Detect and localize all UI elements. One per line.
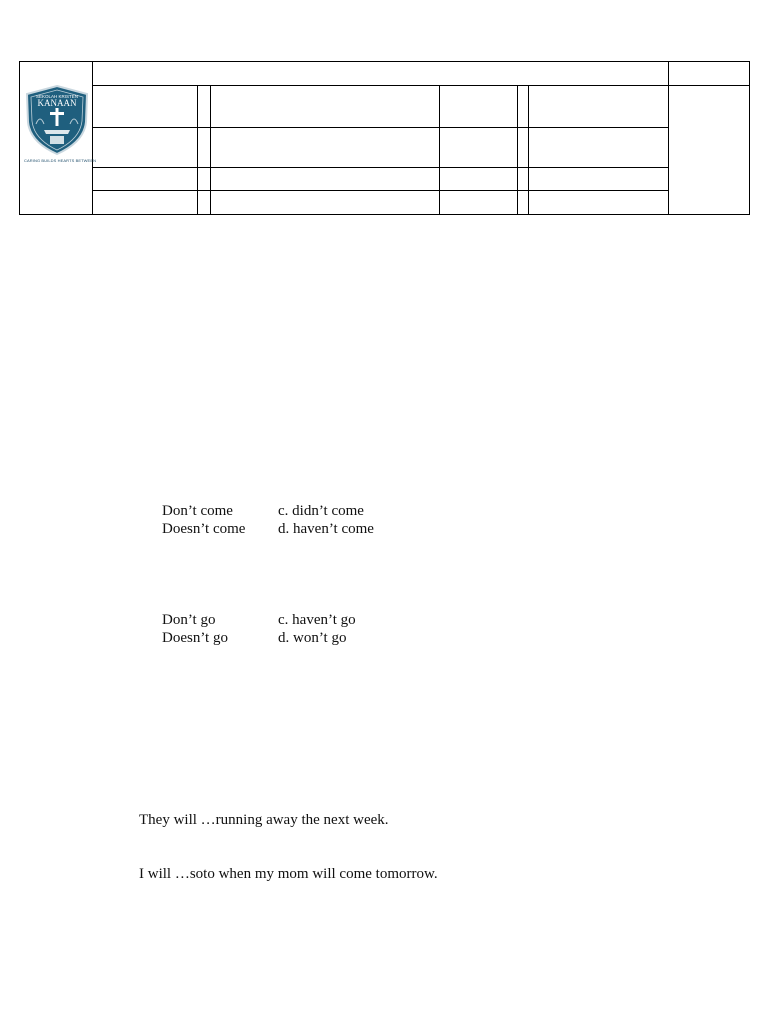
info-value-cell (529, 86, 669, 128)
info-label-cell (93, 168, 198, 191)
shield-icon (24, 84, 90, 156)
info-colon-cell (198, 168, 211, 191)
info-colon-cell (518, 191, 529, 215)
info-label-cell (440, 168, 518, 191)
info-label-cell (93, 86, 198, 128)
info-value-cell (211, 128, 440, 168)
option-b: Doesn’t come (162, 521, 246, 537)
logo-name: KANAAN (37, 98, 77, 108)
info-colon-cell (518, 128, 529, 168)
info-colon-cell (198, 128, 211, 168)
info-value-cell (211, 168, 440, 191)
info-value-cell (211, 191, 440, 215)
info-label-cell (440, 128, 518, 168)
info-colon-cell (518, 86, 529, 128)
info-colon-cell (518, 168, 529, 191)
info-value-cell (529, 191, 669, 215)
school-logo (24, 84, 97, 163)
option-b: Doesn’t go (162, 630, 228, 646)
info-label-cell (93, 128, 198, 168)
logo-tagline: CARING BUILDS HEARTS BETWEEN (24, 158, 97, 163)
info-label-cell (440, 191, 518, 215)
question-sentence: They will …running away the next week. (139, 812, 389, 828)
option-d: d. won’t go (278, 630, 347, 646)
info-value-cell (529, 128, 669, 168)
info-colon-cell (198, 191, 211, 215)
header-table (19, 61, 750, 215)
option-c: c. haven’t go (278, 612, 356, 628)
header-title-cell (93, 62, 669, 86)
logo-arc-text: SEKOLAH KRISTEN (35, 94, 79, 99)
option-d: d. haven’t come (278, 521, 374, 537)
header-corner-cell (669, 62, 750, 86)
option-c: c. didn’t come (278, 503, 364, 519)
option-a: Don’t come (162, 503, 233, 519)
info-label-cell (440, 86, 518, 128)
info-value-cell (529, 168, 669, 191)
info-colon-cell (198, 86, 211, 128)
logo-cell (20, 62, 97, 215)
info-value-cell (211, 86, 440, 128)
question-sentence: I will …soto when my mom will come tomorrow. (139, 866, 438, 882)
info-label-cell (93, 191, 198, 215)
score-cell (669, 86, 750, 215)
option-a: Don’t go (162, 612, 216, 628)
